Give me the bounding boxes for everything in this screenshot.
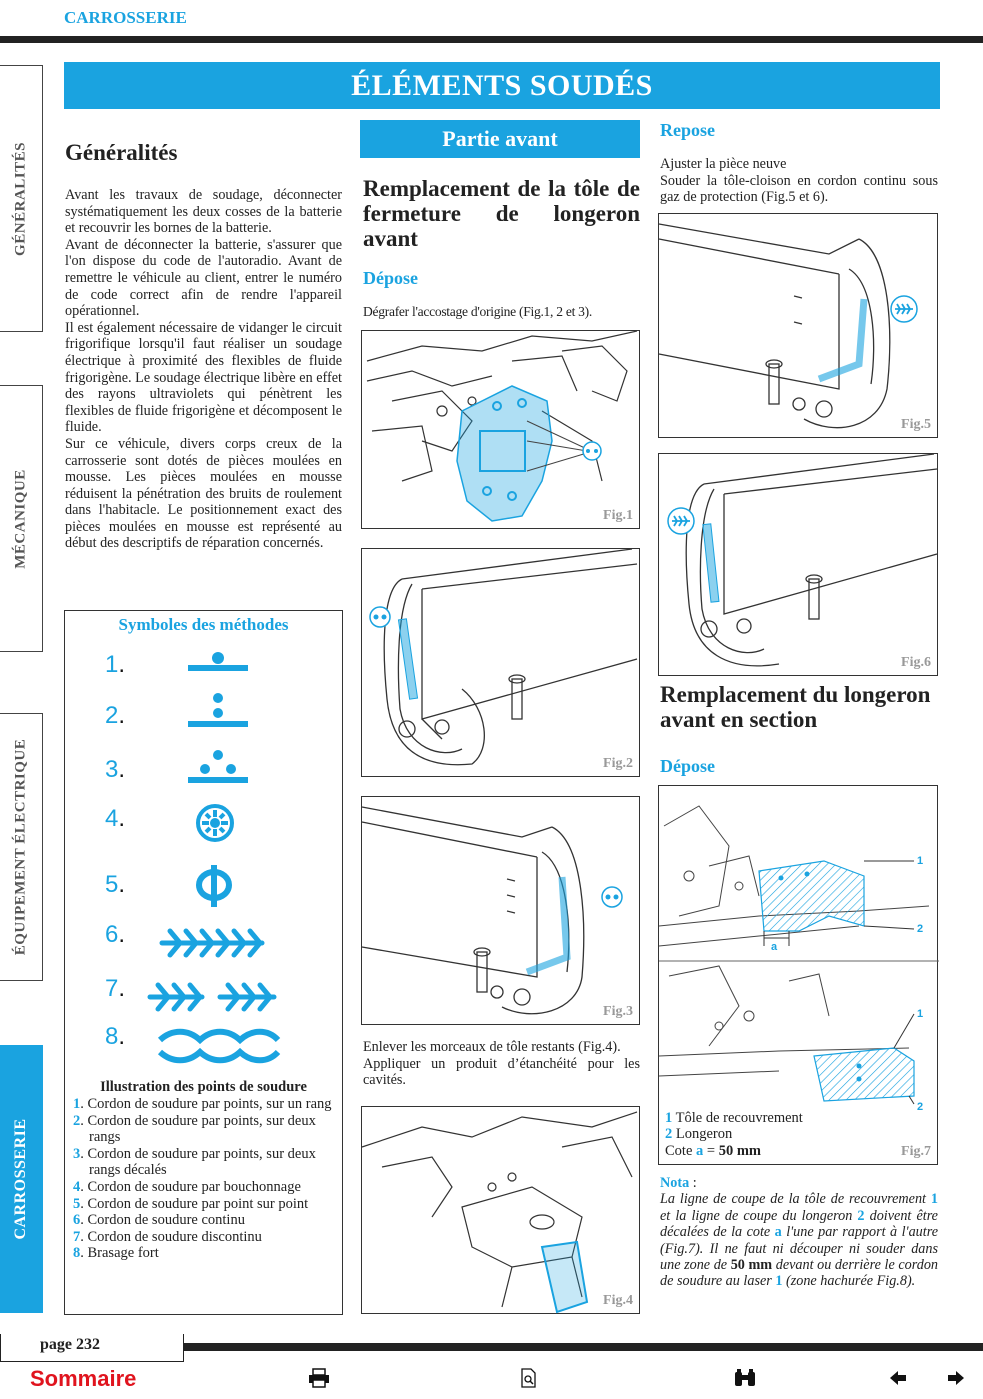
weld-symbols-graphic bbox=[150, 641, 340, 1071]
figure-2 bbox=[361, 548, 640, 777]
nota-segment: a bbox=[774, 1224, 782, 1241]
paragraph: Ajuster la pièce neuve bbox=[660, 156, 787, 172]
partie-avant-bar: Partie avant bbox=[360, 120, 640, 158]
figure-6 bbox=[658, 453, 938, 676]
fig-label: Fig.1 bbox=[603, 508, 633, 523]
fig7-callout: 1 bbox=[917, 855, 924, 867]
symbol-number: 6. bbox=[105, 921, 126, 948]
paragraph: Il est également nécessaire de vidanger le circuit frigorifique lorsqu'il faut réaliser un soudage électrique à proximité des flexibles de fluide frigorigène. Le soudage électrique libère en effet des rayons ultraviolets qui pénètrent les flexibles de fluide frigorigène et décomposent le fluide. bbox=[65, 319, 342, 436]
generalites-heading: Généralités bbox=[65, 140, 178, 165]
side-tab-generalites[interactable] bbox=[0, 65, 43, 332]
fig-label: Fig.7 bbox=[901, 1144, 931, 1159]
side-tab-label: ÉQUIPEMENT ÉLECTRIQUE bbox=[12, 738, 29, 956]
paragraph: Souder la tôle-cloison en cordon continu sous gaz de protection (Fig.5 et 6). bbox=[660, 172, 938, 206]
figure-4 bbox=[361, 1106, 640, 1314]
top-rule bbox=[0, 36, 983, 43]
legend-list bbox=[73, 1096, 335, 1262]
legend-item: 1. Cordon de soudure par points, sur un rang bbox=[73, 1096, 332, 1112]
section-label: CARROSSERIE bbox=[64, 8, 187, 27]
binoculars-icon[interactable] bbox=[733, 1368, 757, 1394]
figure-3 bbox=[361, 796, 640, 1025]
spot-on-spot-icon bbox=[199, 865, 229, 907]
fig-label: Fig.3 bbox=[603, 1004, 633, 1019]
fig7-callout: 2 bbox=[917, 923, 924, 935]
legend-item: 2. Cordon de soudure par points, sur deux rangs bbox=[73, 1112, 316, 1146]
symbols-box bbox=[64, 610, 343, 1315]
repose-heading: Repose bbox=[660, 120, 715, 140]
legend-item: 4. Cordon de soudure par bouchonnage bbox=[73, 1178, 301, 1195]
symbol-number: 7. bbox=[105, 975, 126, 1002]
figure-7 bbox=[658, 785, 938, 1165]
symbol-number: 8. bbox=[105, 1023, 126, 1050]
discontinuous-weld-icon bbox=[150, 985, 274, 1009]
paragraph: Appliquer un produit d’étanchéité pour les cavités. bbox=[363, 1055, 640, 1089]
symbol-number: 3. bbox=[105, 756, 126, 783]
depose-heading: Dépose bbox=[363, 268, 418, 288]
symbol-number: 5. bbox=[105, 871, 126, 898]
fig3-illustration bbox=[362, 797, 641, 1026]
nota-segment: 1 bbox=[775, 1273, 783, 1290]
generalites-text bbox=[65, 187, 342, 552]
fig1-illustration bbox=[362, 331, 641, 530]
fig2-illustration bbox=[362, 549, 641, 778]
paragraph: Avant les travaux de soudage, déconnecter systématiquement les deux cosses de la batterie et recouvrir les bornes de la batterie. bbox=[65, 187, 342, 237]
nota-segment: (zone hachurée Fig.8). bbox=[782, 1273, 916, 1290]
nota-segment: 1 bbox=[926, 1191, 939, 1208]
fig-label: Fig.2 bbox=[603, 756, 633, 771]
col2-text-2 bbox=[363, 1039, 640, 1089]
side-tab-equipement-electrique[interactable] bbox=[0, 713, 43, 981]
legend-item: 3. Cordon de soudure par points, sur deux rangs décalés bbox=[73, 1145, 316, 1179]
spot-weld-single-row-icon bbox=[188, 652, 248, 671]
spot-weld-staggered-icon bbox=[188, 750, 248, 783]
figure-5 bbox=[658, 213, 938, 438]
symbol-number: 1. bbox=[105, 651, 126, 678]
legend-title: Illustration des points de soudure bbox=[100, 1079, 307, 1095]
nota-segment: et la ligne de coupe du longeron bbox=[660, 1207, 858, 1224]
side-tab-carrosserie[interactable] bbox=[0, 1045, 43, 1313]
page-number: page 232 bbox=[40, 1336, 100, 1353]
spot-weld-double-row-icon bbox=[188, 693, 248, 727]
fig4-illustration bbox=[362, 1107, 641, 1315]
nota-segment: l'une par rapport à l'autre (Fig.7). Il ne faut ni découper ni souder dans une zone de bbox=[660, 1224, 938, 1274]
legend-item: 5. Cordon de soudure par point sur point bbox=[73, 1195, 309, 1212]
fig7-callout: 2 bbox=[917, 1101, 924, 1113]
arrow-left-icon[interactable] bbox=[888, 1368, 908, 1394]
symbols-title: Symboles des méthodes bbox=[118, 615, 289, 634]
symbol-number: 4. bbox=[105, 805, 126, 832]
legend-item: 7. Cordon de soudure discontinu bbox=[73, 1228, 262, 1245]
depose-heading-2: Dépose bbox=[660, 756, 715, 776]
depose-text: Dégrafer l'accostage d'origine (Fig.1, 2 et 3). bbox=[363, 304, 592, 319]
repose-text bbox=[660, 156, 938, 206]
continuous-weld-icon bbox=[162, 931, 262, 955]
paragraph: Enlever les morceaux de tôle restants (Fig.4). bbox=[363, 1039, 621, 1055]
nota-block: Nota : La ligne de coupe de la tôle de recouvrement 1 et la ligne de coupe du longeron 2 doivent être décalées de la cote a l'une par rapport à l'autre (Fig.7). Il ne faut ni découper ni souder dans une zone de 50 mm devant ou derrière le cordon de soudure au laser 1 (zone hachurée Fig.8). bbox=[660, 1175, 939, 1290]
nota-segment: devant ou derrière le cordon de soudure au laser bbox=[660, 1257, 939, 1290]
page-title: ÉLÉMENTS SOUDÉS bbox=[64, 62, 940, 109]
side-tab-label: MÉCANIQUE bbox=[12, 468, 29, 569]
brazing-icon bbox=[160, 1032, 278, 1061]
fig7-legend: 1 Tôle de recouvrement 2 Longeron Cote a = 50 mm bbox=[665, 1110, 803, 1159]
side-tab-mecanique[interactable] bbox=[0, 385, 43, 652]
printer-icon[interactable] bbox=[308, 1368, 330, 1394]
nota-segment: La ligne de coupe de la tôle de recouvrement bbox=[660, 1191, 926, 1208]
fig5-illustration bbox=[659, 214, 939, 439]
legend-item: 8. Brasage fort bbox=[73, 1245, 159, 1262]
fig-label: Fig.5 bbox=[901, 417, 931, 432]
fig-label: Fig.6 bbox=[901, 655, 931, 670]
remplacement-heading: Remplacement de la tôle de fermeture de longeron avant bbox=[363, 176, 640, 251]
paragraph: Sur ce véhicule, divers corps creux de la carrosserie sont dotés de pièces moulées en mousse. Les pièces moulées en mousse réduisent la pénétration des bruits de roulement dans l'habitacle. Le positionnement exact des pièces moulées en mousse est représenté au début des descriptifs de réparation concernés. bbox=[65, 435, 342, 552]
sommaire-link[interactable]: Sommaire bbox=[30, 1366, 137, 1391]
nota-segment: 2 bbox=[857, 1207, 865, 1224]
nota-segment: doivent être décalées de la cote bbox=[660, 1207, 938, 1241]
nota-text bbox=[660, 1191, 938, 1289]
plug-weld-icon bbox=[198, 806, 232, 840]
figure-1 bbox=[361, 330, 640, 529]
fig7-callout: 1 bbox=[917, 1008, 924, 1020]
document-search-icon[interactable] bbox=[520, 1368, 538, 1394]
fig7-illustration bbox=[659, 786, 939, 1113]
side-tab-label: CARROSSERIE bbox=[12, 1118, 29, 1240]
paragraph: Avant de déconnecter la batterie, s'assurer que l'on dispose du code de l'autoradio. Avant de remettre le véhicule au client, entrer le numéro de code correct afin de rendre l'appareil opérationnel. bbox=[65, 236, 342, 320]
fig7-callout: a bbox=[771, 941, 778, 953]
longeron-heading: Remplacement du longeron avant en section bbox=[660, 682, 931, 732]
nota-segment: 50 mm bbox=[730, 1257, 773, 1274]
fig-label: Fig.4 bbox=[603, 1293, 633, 1308]
arrow-right-icon[interactable] bbox=[946, 1368, 966, 1394]
legend-item: 6. Cordon de soudure continu bbox=[73, 1212, 245, 1229]
fig6-illustration bbox=[659, 454, 939, 677]
side-tab-label: GÉNÉRALITÉS bbox=[12, 141, 29, 256]
symbol-number: 2. bbox=[105, 702, 126, 729]
